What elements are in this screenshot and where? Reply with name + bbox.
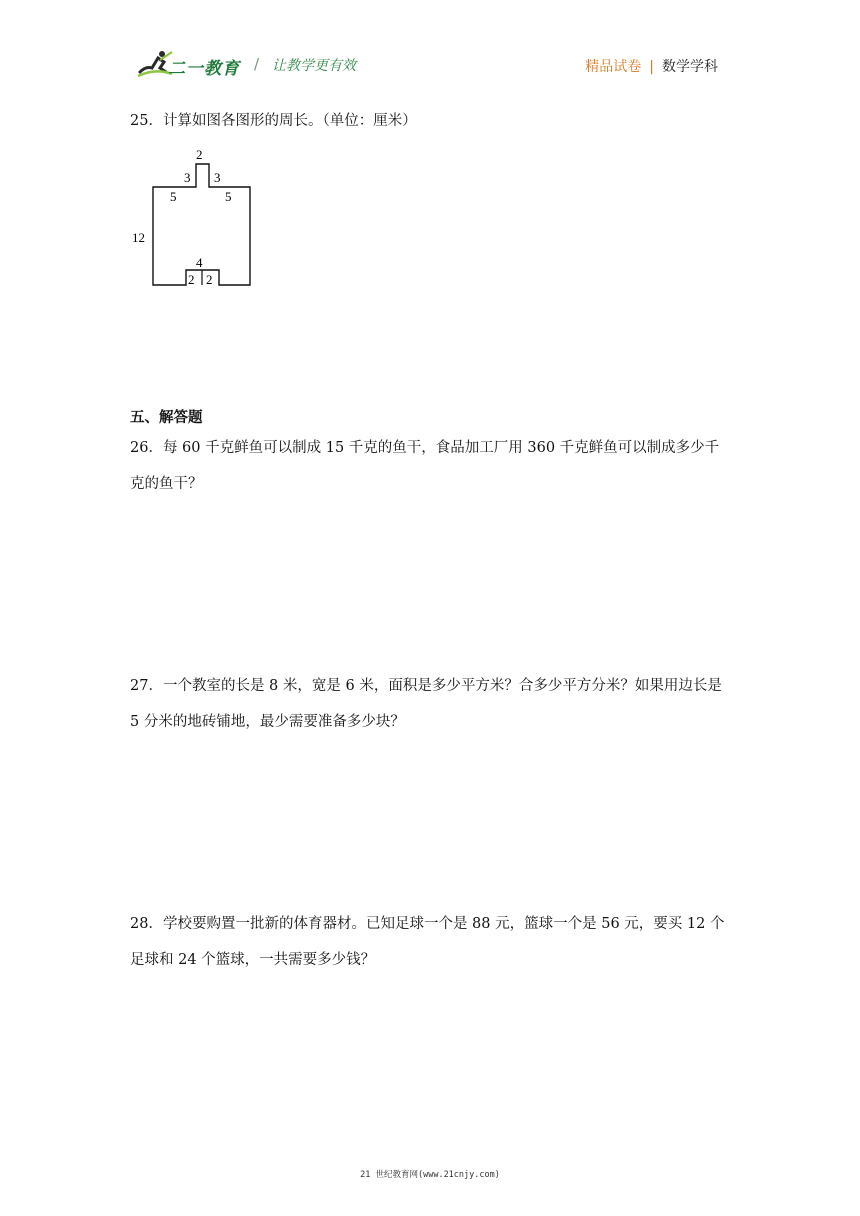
header-slogan: 让教学更有效 [272,58,356,74]
label-top-right-step: 3 [214,170,221,185]
question-28: 28．学校要购置一批新的体育器材。已知足球一个是 88 元，篮球一个是 56 元，要买 12 个足球和 24 个篮球，一共需要多少钱？ [130,916,725,968]
page-footer: 21 世纪教育网(www.21cnjy.com) [360,1170,500,1180]
question-27: 27．一个教室的长是 8 米，宽是 6 米，面积是多少平方米？合多少平方分米？如果用边长是 5 分米的地砖铺地，最少需要准备多少块？ [130,678,722,730]
badge-quality: 精品试卷 [585,59,642,75]
label-notch-top: 4 [196,255,203,270]
label-top: 2 [196,147,203,162]
label-height: 12 [132,230,145,245]
header-divider: / [254,55,260,73]
badge-separator: | [649,59,654,75]
perimeter-figure [126,145,266,295]
label-top-left-step: 3 [184,170,191,185]
label-left-shoulder: 5 [170,189,177,204]
page-header [0,0,860,90]
label-right-shoulder: 5 [225,189,232,204]
label-notch-left: 2 [188,272,195,287]
label-notch-right: 2 [206,272,213,287]
question-25: 25．计算如图各图形的周长。（单位：厘米） [130,113,417,129]
question-26: 26．每 60 千克鲜鱼可以制成 15 千克的鱼干，食品加工厂用 360 千克鲜鱼可以制成多少千克的鱼干？ [130,440,720,492]
section-title: 五、解答题 [130,410,203,426]
badge-subject: 数学学科 [662,59,718,75]
header-right [585,56,718,76]
logo-text: 二一教育 [168,59,240,79]
